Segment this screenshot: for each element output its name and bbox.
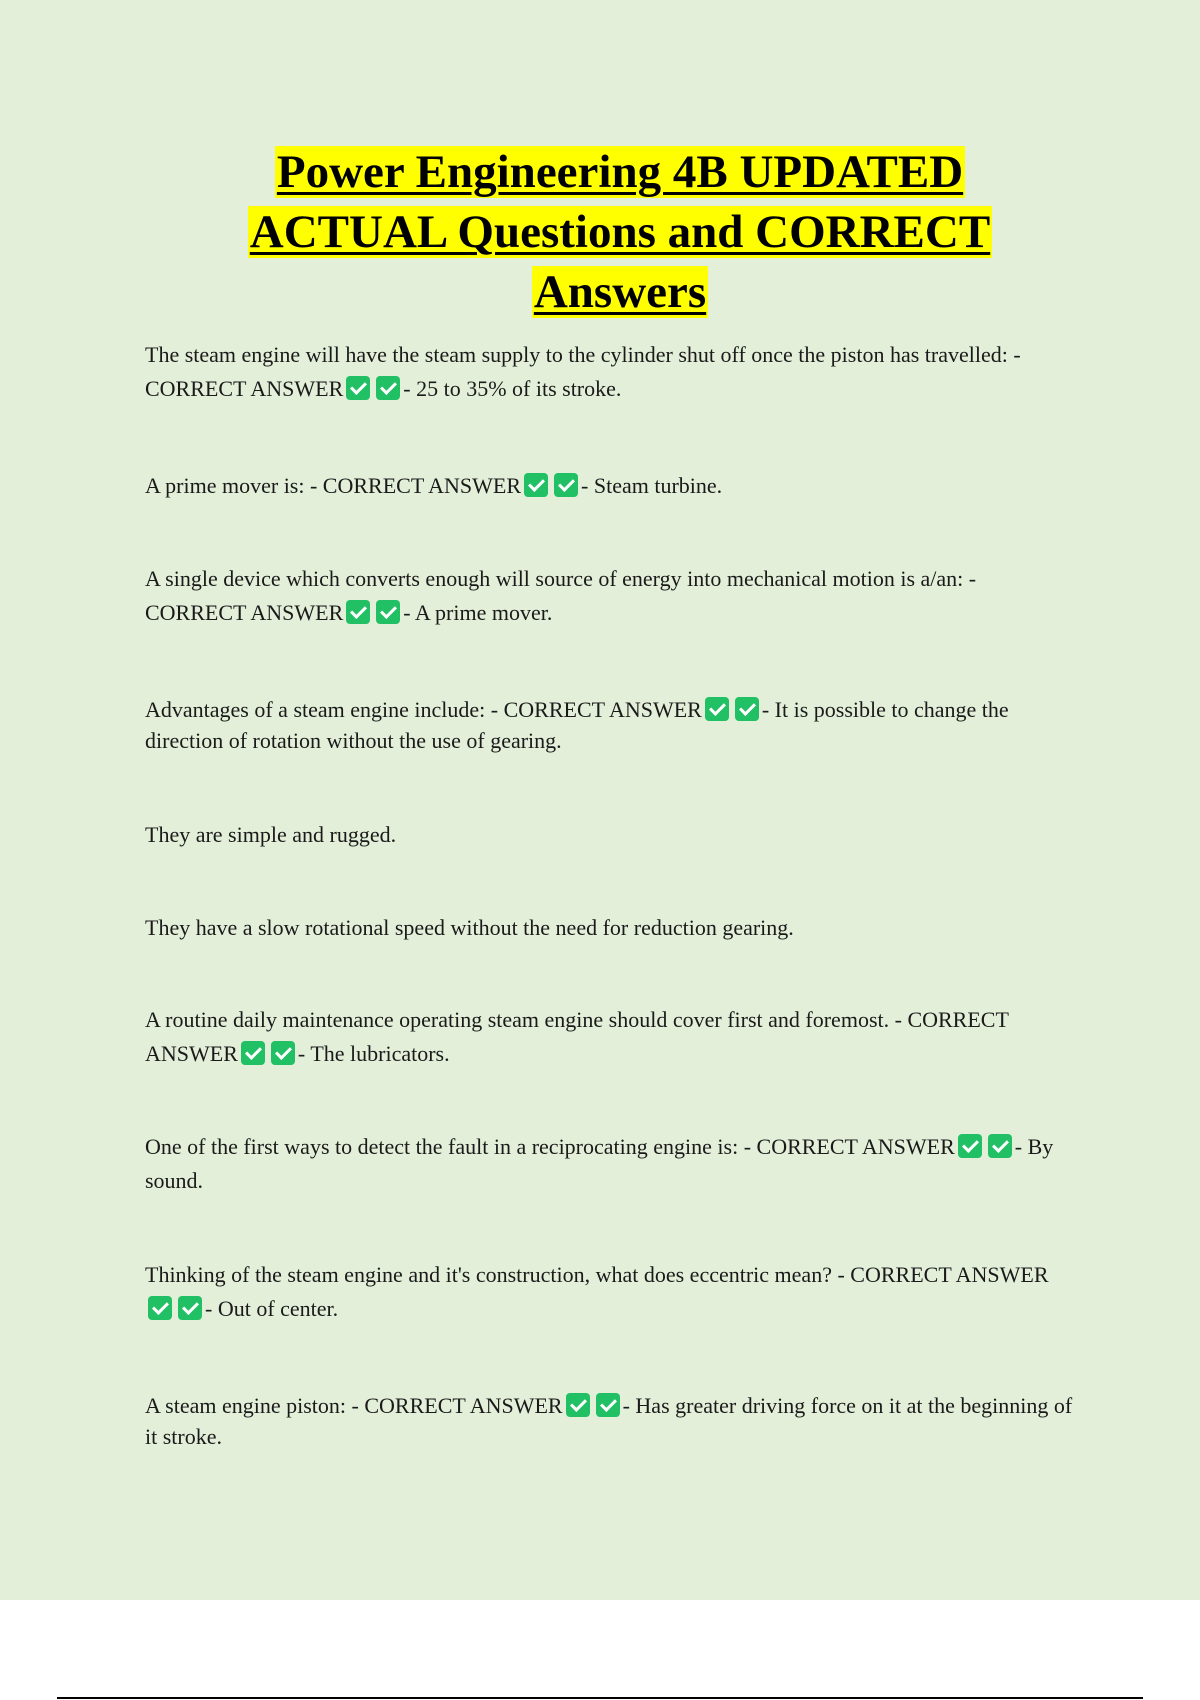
- qa-item: [145, 1258, 1075, 1326]
- statement-text: They have a slow rotational speed without the need for reduction gearing.: [145, 915, 794, 940]
- green-checkmark-icon: [241, 1041, 265, 1065]
- title-line: Answers: [533, 266, 707, 318]
- green-checkmark-icon: [596, 1393, 620, 1417]
- green-checkmark-icon: [566, 1393, 590, 1417]
- answer-text: - 25 to 35% of its stroke.: [403, 376, 622, 401]
- answer-text: - The lubricators.: [297, 1041, 450, 1066]
- qa-item: [145, 469, 1075, 503]
- qa-item: [145, 1130, 1075, 1198]
- green-checkmark-icon: [524, 473, 548, 497]
- correct-answer-label: - CORRECT ANSWER: [351, 1393, 563, 1418]
- qa-item: [145, 1390, 1075, 1452]
- answer-text: - Out of center.: [205, 1296, 339, 1321]
- question-text: A steam engine piston:: [145, 1393, 347, 1418]
- title-line: ACTUAL Questions and CORRECT: [249, 206, 991, 258]
- question-text: A routine daily maintenance operating steam engine should cover first and foremost.: [145, 1007, 890, 1032]
- answer-text: - Steam turbine.: [581, 473, 723, 498]
- correct-answer-label: - CORRECT ANSWER: [837, 1262, 1049, 1287]
- answer-text: - By sound.: [145, 1134, 1054, 1193]
- qa-item: [145, 694, 1075, 756]
- green-checkmark-icon: [346, 376, 370, 400]
- green-checkmark-icon: [271, 1041, 295, 1065]
- green-checkmark-icon: [958, 1134, 982, 1158]
- correct-answer-label: - CORRECT ANSWER: [145, 566, 977, 625]
- green-checkmark-icon: [705, 697, 729, 721]
- question-text: The steam engine will have the steam supply to the cylinder shut off once the piston has travelled:: [145, 342, 1008, 367]
- qa-item: [145, 818, 1075, 852]
- correct-answer-label: - CORRECT ANSWER: [145, 1007, 1009, 1066]
- title-line: Power Engineering 4B UPDATED: [276, 146, 964, 198]
- green-checkmark-icon: [346, 600, 370, 624]
- footer-divider: [57, 1697, 1143, 1699]
- qa-item: [145, 1003, 1075, 1071]
- correct-answer-label: - CORRECT ANSWER: [145, 342, 1021, 401]
- qa-item: [145, 911, 1075, 945]
- green-checkmark-icon: [988, 1134, 1012, 1158]
- green-checkmark-icon: [735, 697, 759, 721]
- green-checkmark-icon: [376, 376, 400, 400]
- question-text: Advantages of a steam engine include:: [145, 697, 486, 722]
- qa-item: [145, 338, 1075, 406]
- statement-text: They are simple and rugged.: [145, 822, 397, 847]
- green-checkmark-icon: [148, 1296, 172, 1320]
- green-checkmark-icon: [554, 473, 578, 497]
- answer-text: - It is possible to change the direction of rotation without the use of gearing.: [145, 697, 1009, 753]
- correct-answer-label: - CORRECT ANSWER: [309, 473, 522, 498]
- correct-answer-label: - CORRECT ANSWER: [490, 697, 702, 722]
- question-text: Thinking of the steam engine and it's construction, what does eccentric mean?: [145, 1262, 832, 1287]
- correct-answer-label: - CORRECT ANSWER: [743, 1134, 955, 1159]
- answer-text: - A prime mover.: [403, 600, 553, 625]
- document-title: [160, 142, 1080, 322]
- qa-item: [145, 562, 1075, 630]
- answer-text: - Has greater driving force on it at the beginning of it stroke.: [145, 1393, 1073, 1449]
- green-checkmark-icon: [178, 1296, 202, 1320]
- green-checkmark-icon: [376, 600, 400, 624]
- question-text: One of the first ways to detect the fault in a reciprocating engine is:: [145, 1134, 739, 1159]
- question-text: A prime mover is:: [145, 473, 305, 498]
- question-text: A single device which converts enough will source of energy into mechanical motion is a/an:: [145, 566, 964, 591]
